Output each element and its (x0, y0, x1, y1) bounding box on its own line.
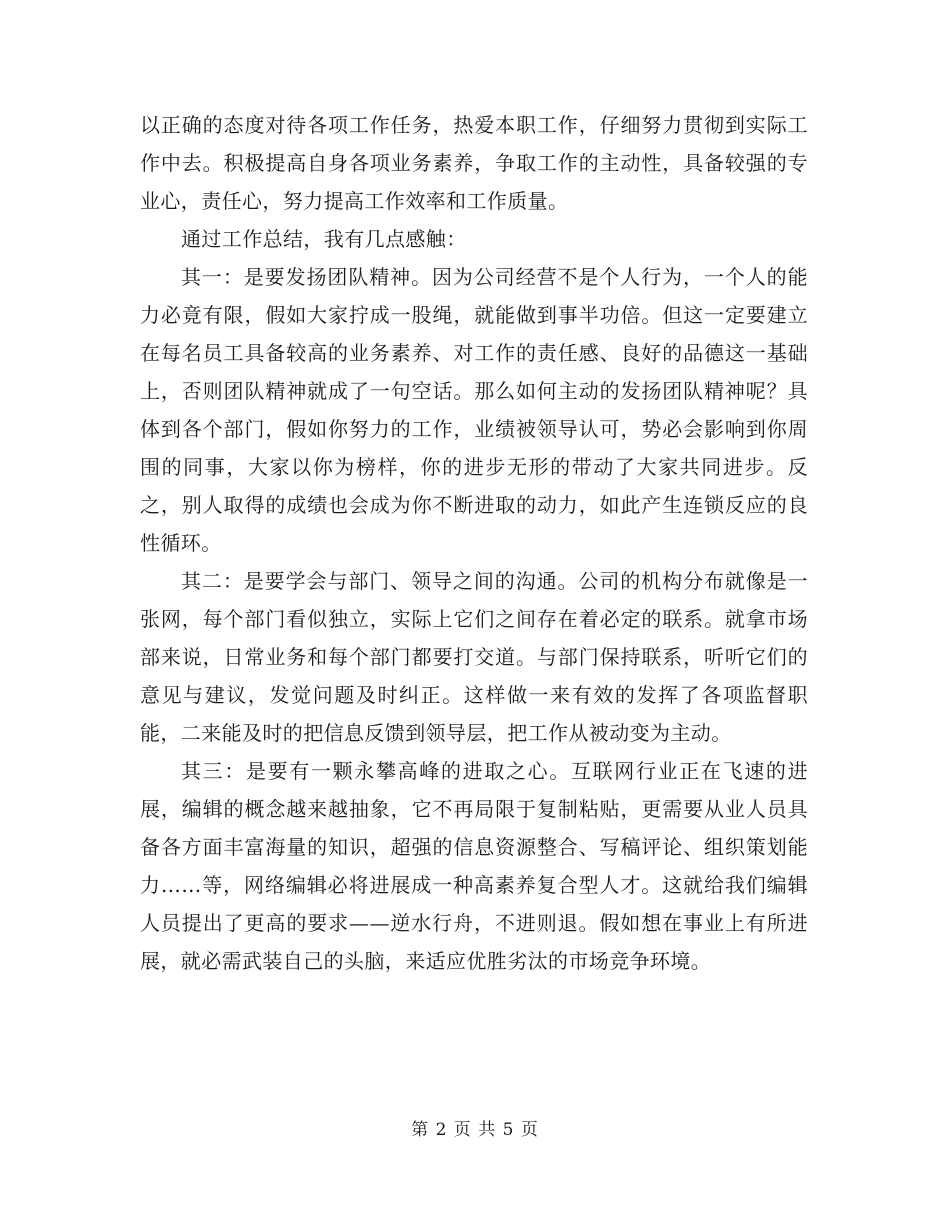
paragraph-point-one-teamwork: 其一：是要发扬团队精神。因为公司经营不是个人行为，一个人的能力必竟有限，假如大家拧成一股绳，就能做到事半功倍。但这一定要建立在每名员工具备较高的业务素养、对工作的责任感、良好的品德这一基础上，否则团队精神就成了一句空话。那么如何主动的发扬团队精神呢？具体到各个部门，假如你努力的工作，业绩被领导认可，势必会影响到你周围的同事，大家以你为榜样，你的进步无形的带动了大家共同进步。反之，别人取得的成绩也会成为你不断进取的动力，如此产生连锁反应的良性循环。 (140, 265, 808, 555)
document-body (140, 106, 808, 980)
paragraph-point-two-communication: 其二：是要学会与部门、领导之间的沟通。公司的机构分布就像是一张网，每个部门看似独立，实际上它们之间存在着必定的联系。就拿市场部来说，日常业务和每个部门都要打交道。与部门保持联系，听听它们的意见与建议，发觉问题及时纠正。这样做一来有效的发挥了各项监督职能，二来能及时的把信息反馈到领导层，把工作从被动变为主动。 (140, 569, 808, 745)
page-number-footer: 第 2 页 共 5 页 (411, 1120, 539, 1140)
paragraph-intro-reflections: 通过工作总结，我有几点感触： (181, 227, 467, 251)
paragraph-work-attitude: 以正确的态度对待各项工作任务，热爱本职工作，仔细努力贯彻到实际工作中去。积极提高自身各项业务素养，争取工作的主动性，具备较强的专业心，责任心，努力提高工作效率和工作质量。 (140, 113, 808, 213)
paragraph-point-three-ambition: 其三：是要有一颗永攀高峰的进取之心。互联网行业正在飞速的进展，编辑的概念越来越抽象，它不再局限于复制粘贴，更需要从业人员具备各方面丰富海量的知识，超强的信息资源整合、写稿评论、组织策划能力……等，网络编辑必将进展成一种高素养复合型人才。这就给我们编辑人员提出了更高的要求——逆水行舟，不进则退。假如想在事业上有所进展，就必需武装自己的头脑，来适应优胜劣汰的市场竞争环境。 (140, 759, 808, 973)
